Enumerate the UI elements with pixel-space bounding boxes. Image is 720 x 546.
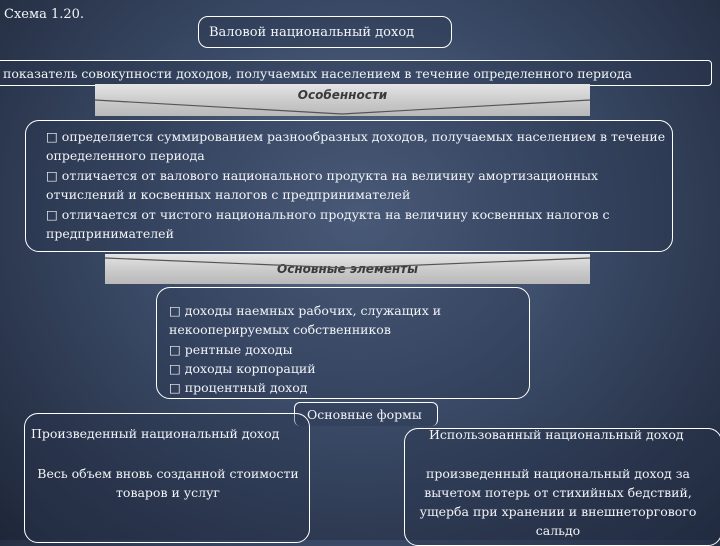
bullet-icon: □ [46,207,58,222]
bullet-icon: □ [169,380,181,395]
bullet-icon: □ [169,342,181,357]
element-text-3: доходы корпораций [184,361,316,376]
page-title: Валовой национальный доход [209,25,415,40]
used-title: Использованный национальный доход [429,427,684,442]
feature-text-3: отличается от чистого национального продукта на величину косвенных налогов с предпринимателей [46,207,610,241]
feature-text-1: определяется суммированием разнообразных доходов, получаемых населением в течение определенного периода [46,129,666,163]
scheme-label: Схема 1.20. [4,7,85,22]
element-text-4: процентный доход [184,380,308,395]
features-banner [95,84,590,116]
used-description: произведенный национальный доход за вычетом потерь от стихийных бедствий, ущерба при хранении и внешнеторгового сальдо [419,466,697,538]
features-banner-chevron [95,84,590,116]
bullet-icon: □ [169,361,181,376]
element-text-2: рентные доходы [184,342,293,357]
feature-item-3 [46,205,666,243]
bullet-icon: □ [169,303,181,318]
forms-label-box [294,402,438,426]
produced-description: Весь объем вновь созданной стоимости товаров и услуг [37,466,299,500]
feature-item-2 [46,166,666,204]
title-box [198,16,452,48]
elements-banner [105,254,590,284]
features-box [25,120,673,252]
feature-item-1 [46,127,666,165]
elements-banner-chevron [105,254,590,284]
element-item-4 [169,378,307,397]
features-banner-label: Особенности [297,88,388,102]
used-box [404,428,720,546]
definition-box [0,60,712,86]
element-item-1 [169,301,469,339]
forms-label: Основные формы [307,407,422,422]
definition-text: показатель совокупности доходов, получаемых населением в течение определенного периода [3,66,633,81]
produced-title: Произведенный национальный доход [31,426,280,441]
element-text-1: доходы наемных рабочих, служащих и некооперируемых собственников [169,303,442,337]
elements-banner-label: Основные элементы [277,262,418,276]
element-item-2 [169,340,293,359]
element-item-3 [169,359,316,378]
bullet-icon: □ [46,168,58,183]
feature-text-2: отличается от валового национального продукта на величину амортизационных отчислений и косвенных налогов с предпринимателей [46,168,599,202]
bullet-icon: □ [46,129,58,144]
elements-box [156,287,530,399]
produced-box [24,413,310,543]
